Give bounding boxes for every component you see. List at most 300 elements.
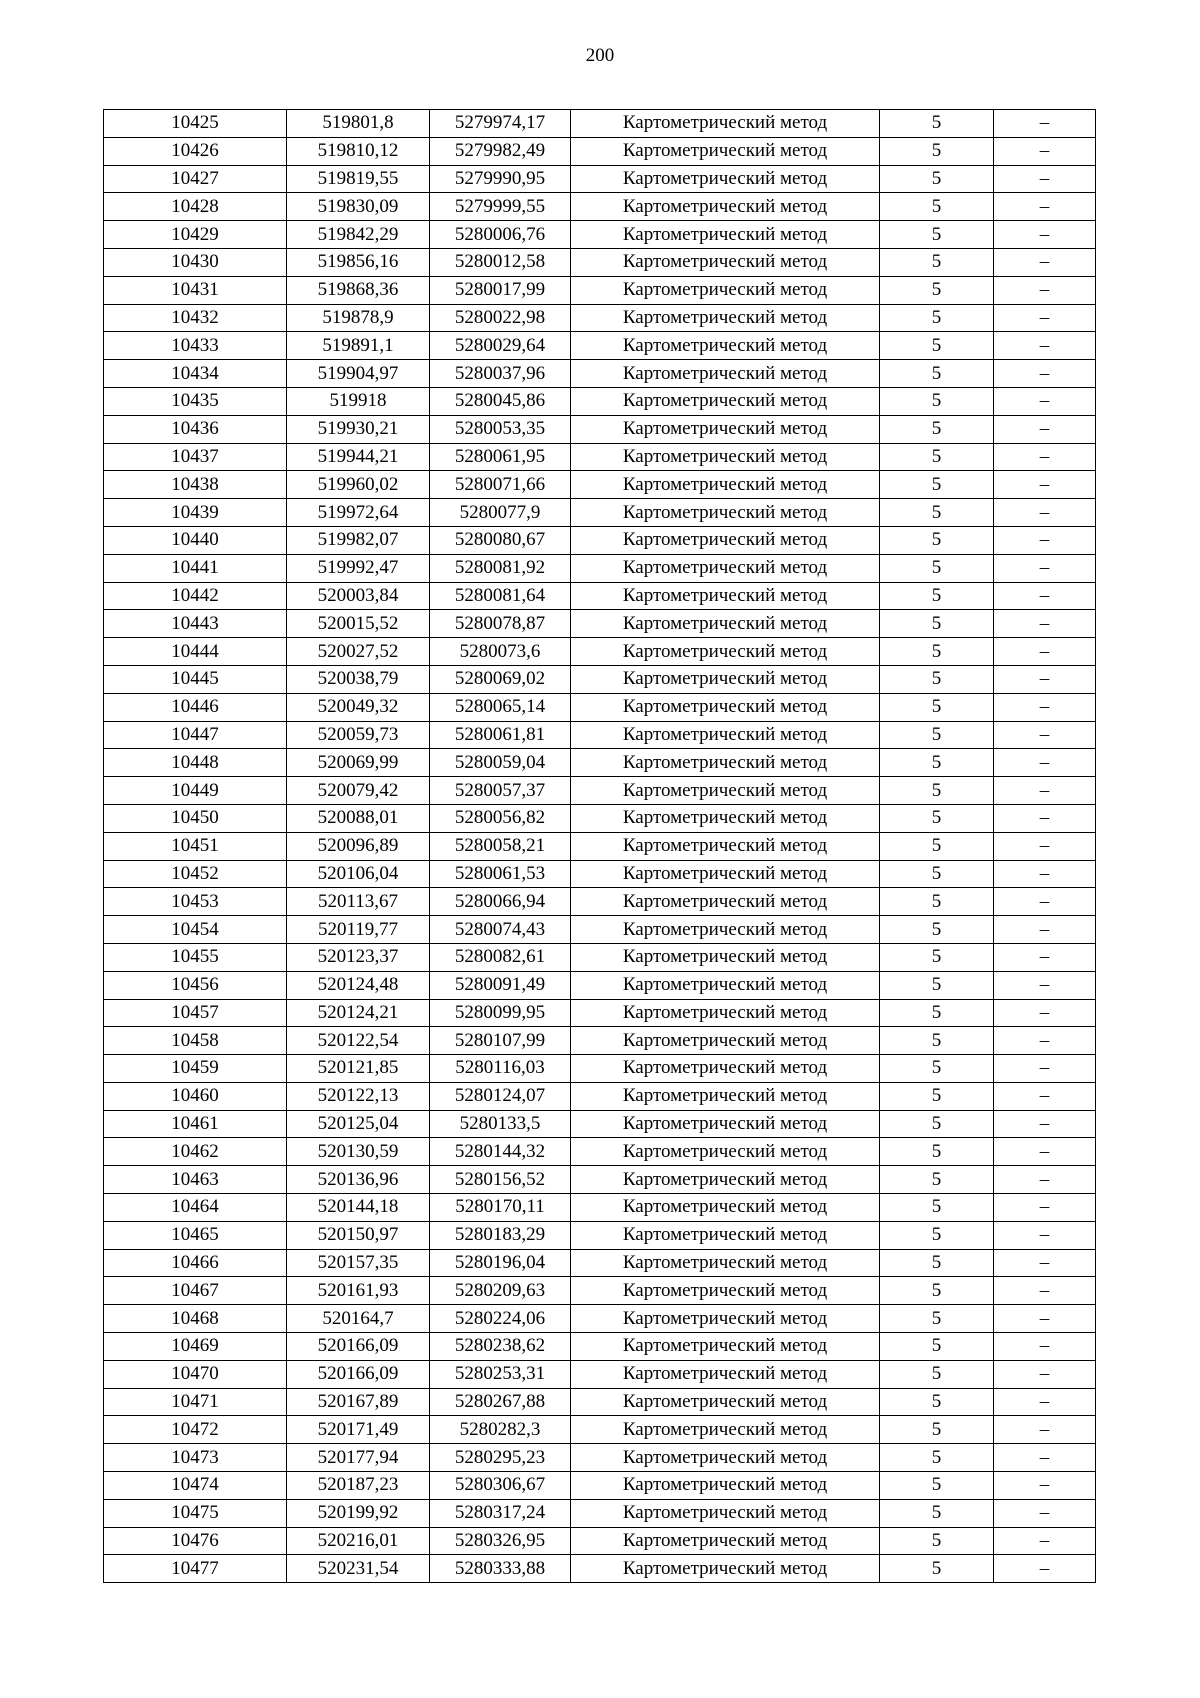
description-cell: –	[994, 971, 1096, 999]
method-cell: Картометрический метод	[571, 943, 880, 971]
x-coordinate-cell: 520123,37	[287, 943, 430, 971]
point-number-cell: 10448	[104, 749, 287, 777]
point-number-cell: 10438	[104, 471, 287, 499]
table-row	[104, 693, 1096, 721]
point-number-cell: 10440	[104, 526, 287, 554]
description-cell: –	[994, 638, 1096, 666]
x-coordinate-cell: 520177,94	[287, 1444, 430, 1472]
y-coordinate-cell: 5280326,95	[430, 1527, 571, 1555]
method-cell: Картометрический метод	[571, 471, 880, 499]
method-cell: Картометрический метод	[571, 526, 880, 554]
accuracy-cell: 5	[880, 221, 994, 249]
description-cell: –	[994, 387, 1096, 415]
x-coordinate-cell: 520003,84	[287, 582, 430, 610]
accuracy-cell: 5	[880, 304, 994, 332]
point-number-cell: 10453	[104, 888, 287, 916]
table-row	[104, 554, 1096, 582]
description-cell: –	[994, 304, 1096, 332]
x-coordinate-cell: 520167,89	[287, 1388, 430, 1416]
point-number-cell: 10473	[104, 1444, 287, 1472]
point-number-cell: 10476	[104, 1527, 287, 1555]
method-cell: Картометрический метод	[571, 693, 880, 721]
accuracy-cell: 5	[880, 193, 994, 221]
accuracy-cell: 5	[880, 1027, 994, 1055]
accuracy-cell: 5	[880, 1138, 994, 1166]
y-coordinate-cell: 5280061,81	[430, 721, 571, 749]
description-cell: –	[994, 1055, 1096, 1083]
description-cell: –	[994, 582, 1096, 610]
table-row	[104, 332, 1096, 360]
table-row	[104, 471, 1096, 499]
description-cell: –	[994, 1472, 1096, 1500]
method-cell: Картометрический метод	[571, 332, 880, 360]
y-coordinate-cell: 5280253,31	[430, 1360, 571, 1388]
method-cell: Картометрический метод	[571, 916, 880, 944]
method-cell: Картометрический метод	[571, 665, 880, 693]
y-coordinate-cell: 5280061,53	[430, 860, 571, 888]
y-coordinate-cell: 5280317,24	[430, 1499, 571, 1527]
y-coordinate-cell: 5280091,49	[430, 971, 571, 999]
table-row	[104, 1027, 1096, 1055]
table-row	[104, 415, 1096, 443]
table-row	[104, 1499, 1096, 1527]
point-number-cell: 10458	[104, 1027, 287, 1055]
description-cell: –	[994, 1360, 1096, 1388]
x-coordinate-cell: 519944,21	[287, 443, 430, 471]
x-coordinate-cell: 520166,09	[287, 1333, 430, 1361]
y-coordinate-cell: 5280061,95	[430, 443, 571, 471]
description-cell: –	[994, 1249, 1096, 1277]
description-cell: –	[994, 248, 1096, 276]
accuracy-cell: 5	[880, 1333, 994, 1361]
method-cell: Картометрический метод	[571, 1082, 880, 1110]
method-cell: Картометрический метод	[571, 1360, 880, 1388]
table-row	[104, 1472, 1096, 1500]
table-row	[104, 221, 1096, 249]
description-cell: –	[994, 860, 1096, 888]
x-coordinate-cell: 520119,77	[287, 916, 430, 944]
description-cell: –	[994, 415, 1096, 443]
table-row	[104, 582, 1096, 610]
method-cell: Картометрический метод	[571, 1388, 880, 1416]
table-row	[104, 1555, 1096, 1583]
point-number-cell: 10439	[104, 499, 287, 527]
method-cell: Картометрический метод	[571, 721, 880, 749]
table-row	[104, 860, 1096, 888]
y-coordinate-cell: 5280306,67	[430, 1472, 571, 1500]
y-coordinate-cell: 5280144,32	[430, 1138, 571, 1166]
y-coordinate-cell: 5280058,21	[430, 832, 571, 860]
method-cell: Картометрический метод	[571, 193, 880, 221]
method-cell: Картометрический метод	[571, 1194, 880, 1222]
description-cell: –	[994, 832, 1096, 860]
y-coordinate-cell: 5280057,37	[430, 777, 571, 805]
y-coordinate-cell: 5280107,99	[430, 1027, 571, 1055]
point-number-cell: 10454	[104, 916, 287, 944]
y-coordinate-cell: 5280053,35	[430, 415, 571, 443]
point-number-cell: 10477	[104, 1555, 287, 1583]
y-coordinate-cell: 5280116,03	[430, 1055, 571, 1083]
table-row	[104, 304, 1096, 332]
y-coordinate-cell: 5280078,87	[430, 610, 571, 638]
y-coordinate-cell: 5280238,62	[430, 1333, 571, 1361]
accuracy-cell: 5	[880, 638, 994, 666]
method-cell: Картометрический метод	[571, 304, 880, 332]
description-cell: –	[994, 137, 1096, 165]
table-row	[104, 1110, 1096, 1138]
point-number-cell: 10460	[104, 1082, 287, 1110]
y-coordinate-cell: 5280282,3	[430, 1416, 571, 1444]
point-number-cell: 10463	[104, 1166, 287, 1194]
point-number-cell: 10444	[104, 638, 287, 666]
description-cell: –	[994, 999, 1096, 1027]
method-cell: Картометрический метод	[571, 221, 880, 249]
x-coordinate-cell: 520027,52	[287, 638, 430, 666]
y-coordinate-cell: 5280133,5	[430, 1110, 571, 1138]
description-cell: –	[994, 332, 1096, 360]
point-number-cell: 10435	[104, 387, 287, 415]
y-coordinate-cell: 5280077,9	[430, 499, 571, 527]
x-coordinate-cell: 519810,12	[287, 137, 430, 165]
table-row	[104, 193, 1096, 221]
description-cell: –	[994, 193, 1096, 221]
y-coordinate-cell: 5280037,96	[430, 360, 571, 388]
x-coordinate-cell: 520049,32	[287, 693, 430, 721]
accuracy-cell: 5	[880, 665, 994, 693]
point-number-cell: 10443	[104, 610, 287, 638]
y-coordinate-cell: 5280081,92	[430, 554, 571, 582]
point-number-cell: 10456	[104, 971, 287, 999]
accuracy-cell: 5	[880, 721, 994, 749]
description-cell: –	[994, 443, 1096, 471]
accuracy-cell: 5	[880, 693, 994, 721]
table-row	[104, 1277, 1096, 1305]
y-coordinate-cell: 5280082,61	[430, 943, 571, 971]
point-number-cell: 10474	[104, 1472, 287, 1500]
x-coordinate-cell: 519891,1	[287, 332, 430, 360]
table-row	[104, 721, 1096, 749]
point-number-cell: 10471	[104, 1388, 287, 1416]
y-coordinate-cell: 5280074,43	[430, 916, 571, 944]
description-cell: –	[994, 1305, 1096, 1333]
description-cell: –	[994, 1221, 1096, 1249]
point-number-cell: 10467	[104, 1277, 287, 1305]
y-coordinate-cell: 5280059,04	[430, 749, 571, 777]
x-coordinate-cell: 520038,79	[287, 665, 430, 693]
method-cell: Картометрический метод	[571, 888, 880, 916]
point-number-cell: 10449	[104, 777, 287, 805]
method-cell: Картометрический метод	[571, 1527, 880, 1555]
table-row	[104, 248, 1096, 276]
table-row	[104, 749, 1096, 777]
accuracy-cell: 5	[880, 1055, 994, 1083]
method-cell: Картометрический метод	[571, 1221, 880, 1249]
table-row	[104, 1333, 1096, 1361]
y-coordinate-cell: 5280156,52	[430, 1166, 571, 1194]
point-number-cell: 10442	[104, 582, 287, 610]
accuracy-cell: 5	[880, 387, 994, 415]
description-cell: –	[994, 1194, 1096, 1222]
accuracy-cell: 5	[880, 1416, 994, 1444]
description-cell: –	[994, 665, 1096, 693]
y-coordinate-cell: 5280073,6	[430, 638, 571, 666]
y-coordinate-cell: 5279990,95	[430, 165, 571, 193]
accuracy-cell: 5	[880, 1166, 994, 1194]
point-number-cell: 10431	[104, 276, 287, 304]
method-cell: Картометрический метод	[571, 582, 880, 610]
y-coordinate-cell: 5280183,29	[430, 1221, 571, 1249]
point-number-cell: 10472	[104, 1416, 287, 1444]
x-coordinate-cell: 520166,09	[287, 1360, 430, 1388]
method-cell: Картометрический метод	[571, 387, 880, 415]
description-cell: –	[994, 1527, 1096, 1555]
y-coordinate-cell: 5280224,06	[430, 1305, 571, 1333]
x-coordinate-cell: 520164,7	[287, 1305, 430, 1333]
method-cell: Картометрический метод	[571, 1444, 880, 1472]
y-coordinate-cell: 5280045,86	[430, 387, 571, 415]
method-cell: Картометрический метод	[571, 1277, 880, 1305]
description-cell: –	[994, 804, 1096, 832]
method-cell: Картометрический метод	[571, 110, 880, 138]
method-cell: Картометрический метод	[571, 1249, 880, 1277]
point-number-cell: 10426	[104, 137, 287, 165]
x-coordinate-cell: 520157,35	[287, 1249, 430, 1277]
x-coordinate-cell: 519930,21	[287, 415, 430, 443]
x-coordinate-cell: 520216,01	[287, 1527, 430, 1555]
x-coordinate-cell: 519878,9	[287, 304, 430, 332]
y-coordinate-cell: 5279982,49	[430, 137, 571, 165]
description-cell: –	[994, 276, 1096, 304]
table-row	[104, 665, 1096, 693]
table-row	[104, 804, 1096, 832]
x-coordinate-cell: 520171,49	[287, 1416, 430, 1444]
point-number-cell: 10451	[104, 832, 287, 860]
point-number-cell: 10447	[104, 721, 287, 749]
x-coordinate-cell: 520113,67	[287, 888, 430, 916]
accuracy-cell: 5	[880, 137, 994, 165]
x-coordinate-cell: 520079,42	[287, 777, 430, 805]
accuracy-cell: 5	[880, 832, 994, 860]
x-coordinate-cell: 520130,59	[287, 1138, 430, 1166]
table-row	[104, 1444, 1096, 1472]
description-cell: –	[994, 499, 1096, 527]
point-number-cell: 10430	[104, 248, 287, 276]
description-cell: –	[994, 916, 1096, 944]
table-row	[104, 1249, 1096, 1277]
description-cell: –	[994, 721, 1096, 749]
accuracy-cell: 5	[880, 916, 994, 944]
y-coordinate-cell: 5280066,94	[430, 888, 571, 916]
description-cell: –	[994, 777, 1096, 805]
x-coordinate-cell: 520199,92	[287, 1499, 430, 1527]
coordinates-table	[103, 109, 1096, 1583]
y-coordinate-cell: 5280006,76	[430, 221, 571, 249]
table-row	[104, 777, 1096, 805]
accuracy-cell: 5	[880, 360, 994, 388]
y-coordinate-cell: 5280080,67	[430, 526, 571, 554]
x-coordinate-cell: 520125,04	[287, 1110, 430, 1138]
table-row	[104, 387, 1096, 415]
table-row	[104, 999, 1096, 1027]
description-cell: –	[994, 165, 1096, 193]
point-number-cell: 10425	[104, 110, 287, 138]
x-coordinate-cell: 520122,13	[287, 1082, 430, 1110]
accuracy-cell: 5	[880, 1082, 994, 1110]
method-cell: Картометрический метод	[571, 610, 880, 638]
table-row	[104, 610, 1096, 638]
y-coordinate-cell: 5280065,14	[430, 693, 571, 721]
table-row	[104, 1194, 1096, 1222]
x-coordinate-cell: 520124,21	[287, 999, 430, 1027]
table-row	[104, 1416, 1096, 1444]
x-coordinate-cell: 520122,54	[287, 1027, 430, 1055]
x-coordinate-cell: 519904,97	[287, 360, 430, 388]
point-number-cell: 10469	[104, 1333, 287, 1361]
point-number-cell: 10446	[104, 693, 287, 721]
point-number-cell: 10464	[104, 1194, 287, 1222]
x-coordinate-cell: 520150,97	[287, 1221, 430, 1249]
point-number-cell: 10465	[104, 1221, 287, 1249]
point-number-cell: 10450	[104, 804, 287, 832]
point-number-cell: 10432	[104, 304, 287, 332]
y-coordinate-cell: 5280071,66	[430, 471, 571, 499]
description-cell: –	[994, 610, 1096, 638]
x-coordinate-cell: 520088,01	[287, 804, 430, 832]
description-cell: –	[994, 749, 1096, 777]
method-cell: Картометрический метод	[571, 165, 880, 193]
description-cell: –	[994, 110, 1096, 138]
method-cell: Картометрический метод	[571, 749, 880, 777]
method-cell: Картометрический метод	[571, 1110, 880, 1138]
table-row	[104, 276, 1096, 304]
method-cell: Картометрический метод	[571, 443, 880, 471]
method-cell: Картометрический метод	[571, 1027, 880, 1055]
table-row	[104, 1360, 1096, 1388]
table-row	[104, 137, 1096, 165]
point-number-cell: 10429	[104, 221, 287, 249]
x-coordinate-cell: 520124,48	[287, 971, 430, 999]
method-cell: Картометрический метод	[571, 276, 880, 304]
method-cell: Картометрический метод	[571, 360, 880, 388]
table-row	[104, 1055, 1096, 1083]
x-coordinate-cell: 520187,23	[287, 1472, 430, 1500]
y-coordinate-cell: 5279974,17	[430, 110, 571, 138]
method-cell: Картометрический метод	[571, 1472, 880, 1500]
description-cell: –	[994, 1277, 1096, 1305]
accuracy-cell: 5	[880, 1527, 994, 1555]
x-coordinate-cell: 519856,16	[287, 248, 430, 276]
table-row	[104, 916, 1096, 944]
accuracy-cell: 5	[880, 554, 994, 582]
description-cell: –	[994, 360, 1096, 388]
method-cell: Картометрический метод	[571, 499, 880, 527]
accuracy-cell: 5	[880, 276, 994, 304]
accuracy-cell: 5	[880, 582, 994, 610]
y-coordinate-cell: 5280196,04	[430, 1249, 571, 1277]
point-number-cell: 10455	[104, 943, 287, 971]
point-number-cell: 10427	[104, 165, 287, 193]
method-cell: Картометрический метод	[571, 1138, 880, 1166]
table-row	[104, 1082, 1096, 1110]
point-number-cell: 10433	[104, 332, 287, 360]
point-number-cell: 10466	[104, 1249, 287, 1277]
accuracy-cell: 5	[880, 1444, 994, 1472]
accuracy-cell: 5	[880, 415, 994, 443]
x-coordinate-cell: 520121,85	[287, 1055, 430, 1083]
table-row	[104, 1138, 1096, 1166]
description-cell: –	[994, 221, 1096, 249]
table-row	[104, 165, 1096, 193]
x-coordinate-cell: 519972,64	[287, 499, 430, 527]
y-coordinate-cell: 5280029,64	[430, 332, 571, 360]
method-cell: Картометрический метод	[571, 1055, 880, 1083]
description-cell: –	[994, 526, 1096, 554]
method-cell: Картометрический метод	[571, 999, 880, 1027]
accuracy-cell: 5	[880, 777, 994, 805]
method-cell: Картометрический метод	[571, 1333, 880, 1361]
y-coordinate-cell: 5280017,99	[430, 276, 571, 304]
accuracy-cell: 5	[880, 332, 994, 360]
point-number-cell: 10436	[104, 415, 287, 443]
table-row	[104, 499, 1096, 527]
description-cell: –	[994, 888, 1096, 916]
point-number-cell: 10470	[104, 1360, 287, 1388]
accuracy-cell: 5	[880, 971, 994, 999]
method-cell: Картометрический метод	[571, 554, 880, 582]
table-body	[104, 110, 1096, 1583]
x-coordinate-cell: 520231,54	[287, 1555, 430, 1583]
accuracy-cell: 5	[880, 1360, 994, 1388]
x-coordinate-cell: 520069,99	[287, 749, 430, 777]
point-number-cell: 10459	[104, 1055, 287, 1083]
x-coordinate-cell: 519819,55	[287, 165, 430, 193]
method-cell: Картометрический метод	[571, 1555, 880, 1583]
accuracy-cell: 5	[880, 165, 994, 193]
x-coordinate-cell: 520106,04	[287, 860, 430, 888]
accuracy-cell: 5	[880, 1472, 994, 1500]
description-cell: –	[994, 693, 1096, 721]
accuracy-cell: 5	[880, 610, 994, 638]
accuracy-cell: 5	[880, 443, 994, 471]
point-number-cell: 10434	[104, 360, 287, 388]
table-row	[104, 1527, 1096, 1555]
point-number-cell: 10445	[104, 665, 287, 693]
accuracy-cell: 5	[880, 1555, 994, 1583]
y-coordinate-cell: 5280081,64	[430, 582, 571, 610]
y-coordinate-cell: 5280099,95	[430, 999, 571, 1027]
x-coordinate-cell: 519992,47	[287, 554, 430, 582]
accuracy-cell: 5	[880, 1388, 994, 1416]
table-row	[104, 110, 1096, 138]
accuracy-cell: 5	[880, 1277, 994, 1305]
x-coordinate-cell: 519960,02	[287, 471, 430, 499]
accuracy-cell: 5	[880, 110, 994, 138]
point-number-cell: 10461	[104, 1110, 287, 1138]
table-row	[104, 832, 1096, 860]
x-coordinate-cell: 519801,8	[287, 110, 430, 138]
y-coordinate-cell: 5279999,55	[430, 193, 571, 221]
accuracy-cell: 5	[880, 1194, 994, 1222]
accuracy-cell: 5	[880, 471, 994, 499]
accuracy-cell: 5	[880, 804, 994, 832]
table-row	[104, 1221, 1096, 1249]
accuracy-cell: 5	[880, 248, 994, 276]
description-cell: –	[994, 1388, 1096, 1416]
table-row	[104, 1305, 1096, 1333]
method-cell: Картометрический метод	[571, 1416, 880, 1444]
y-coordinate-cell: 5280022,98	[430, 304, 571, 332]
method-cell: Картометрический метод	[571, 1305, 880, 1333]
